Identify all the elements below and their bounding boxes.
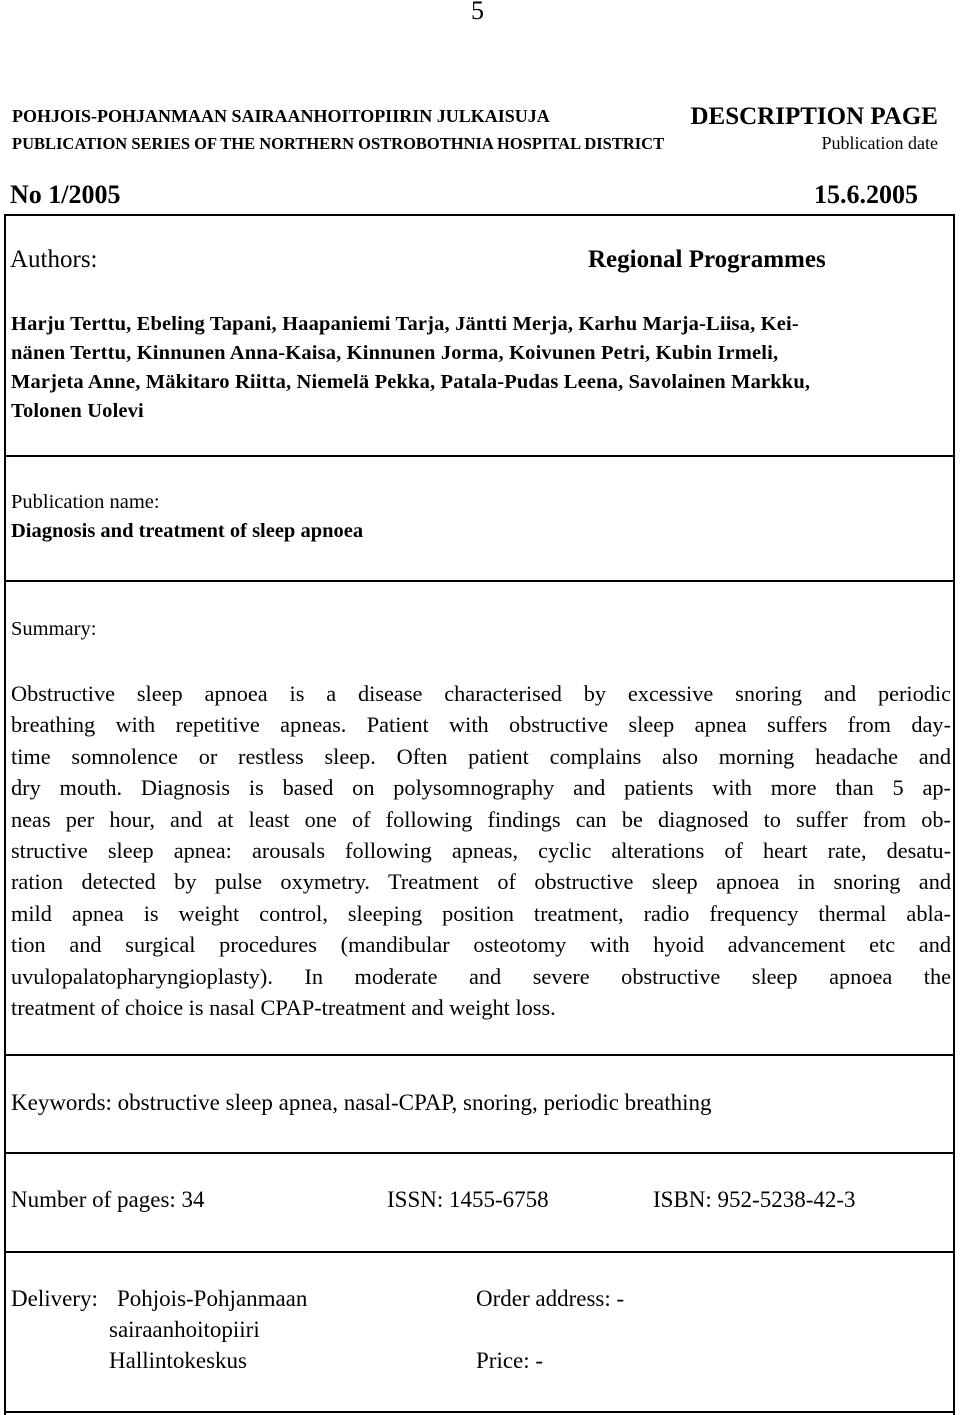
frame-top-border: [4, 214, 955, 216]
authors-line: nänen Terttu, Kinnunen Anna-Kaisa, Kinnunen Jorma, Koivunen Petri, Kubin Irmeli,: [11, 342, 779, 364]
summary-line: mild apnea is weight control, sleeping position treatment, radio frequency thermal abla-: [11, 900, 951, 926]
delivery-label: Delivery:: [11, 1286, 98, 1311]
publication-number: No 1/2005: [10, 180, 121, 209]
authors-line: Tolonen Uolevi: [11, 400, 144, 422]
frame-left-border: [4, 214, 6, 1415]
publication-title: Diagnosis and treatment of sleep apnoea: [11, 520, 364, 542]
publication-date: 15.6.2005: [814, 180, 918, 209]
frame-bottom-border: [4, 1411, 955, 1413]
delivery-address-line: Pohjois-Pohjanmaan: [117, 1286, 308, 1311]
summary-line: structive sleep apnea: arousals following apneas, cyclic alterations of heart rate, desatu-: [11, 838, 951, 864]
section-divider-details: [4, 1251, 955, 1253]
section-divider-authors: [4, 455, 955, 457]
summary-line: treatment of choice is nasal CPAP-treatment and weight loss.: [11, 995, 556, 1021]
summary-text: [11, 678, 951, 1023]
summary-line: time somnolence or restless sleep. Often patient complains also morning headache and: [11, 743, 951, 769]
section-divider-keywords: [4, 1152, 955, 1154]
publication-date-label: Publication date: [821, 133, 938, 153]
summary-line: neas per hour, and at least one of following findings can be diagnosed to suffer from ob-: [11, 806, 951, 832]
authors-list: [11, 310, 951, 426]
keywords: Keywords: obstructive sleep apnea, nasal-CPAP, snoring, periodic breathing: [11, 1090, 712, 1115]
page-type-title: DESCRIPTION PAGE: [690, 103, 938, 130]
section-divider-summary: [4, 1054, 955, 1056]
delivery-address-line: Hallintokeskus: [109, 1348, 247, 1373]
org-name-finnish: POHJOIS-POHJANMAAN SAIRAANHOITOPIIRIN JULKAISUJA: [12, 106, 550, 126]
delivery-address-line: sairaanhoitopiiri: [109, 1317, 260, 1342]
summary-label: Summary:: [11, 618, 97, 640]
org-name-english: PUBLICATION SERIES OF THE NORTHERN OSTROBOTHNIA HOSPITAL DISTRICT: [12, 134, 665, 153]
summary-line: uvulopalatopharyngioplasty). In moderate and severe obstructive sleep apnoea the: [11, 963, 951, 989]
page-number: 5: [471, 0, 484, 25]
summary-line: tion and surgical procedures (mandibular osteotomy with hyoid advancement etc and: [11, 932, 951, 958]
summary-line: dry mouth. Diagnosis is based on polysomnography and patients with more than 5 ap-: [11, 775, 951, 801]
number-of-pages: Number of pages: 34: [11, 1187, 205, 1212]
summary-line: ration detected by pulse oxymetry. Treatment of obstructive sleep apnoea in snoring and: [11, 869, 951, 895]
issn: ISSN: 1455-6758: [387, 1187, 549, 1212]
authors-line: Marjeta Anne, Mäkitaro Riitta, Niemelä Pekka, Patala-Pudas Leena, Savolainen Markku,: [11, 371, 811, 393]
publication-name-label: Publication name:: [11, 491, 160, 513]
section-divider-pubname: [4, 580, 955, 582]
authors-label: Authors:: [10, 246, 98, 273]
price: Price: -: [476, 1348, 544, 1373]
series-name: Regional Programmes: [588, 246, 826, 273]
summary-line: Obstructive sleep apnoea is a disease characterised by excessive snoring and periodic: [11, 681, 951, 706]
summary-line: breathing with repetitive apneas. Patient with obstructive sleep apnea suffers from day-: [11, 712, 951, 738]
frame-right-border: [953, 214, 955, 1415]
authors-line: Harju Terttu, Ebeling Tapani, Haapaniemi Tarja, Jäntti Merja, Karhu Marja-Liisa, Kei-: [11, 313, 799, 335]
order-address: Order address: -: [476, 1286, 625, 1311]
isbn: ISBN: 952-5238-42-3: [653, 1187, 856, 1212]
